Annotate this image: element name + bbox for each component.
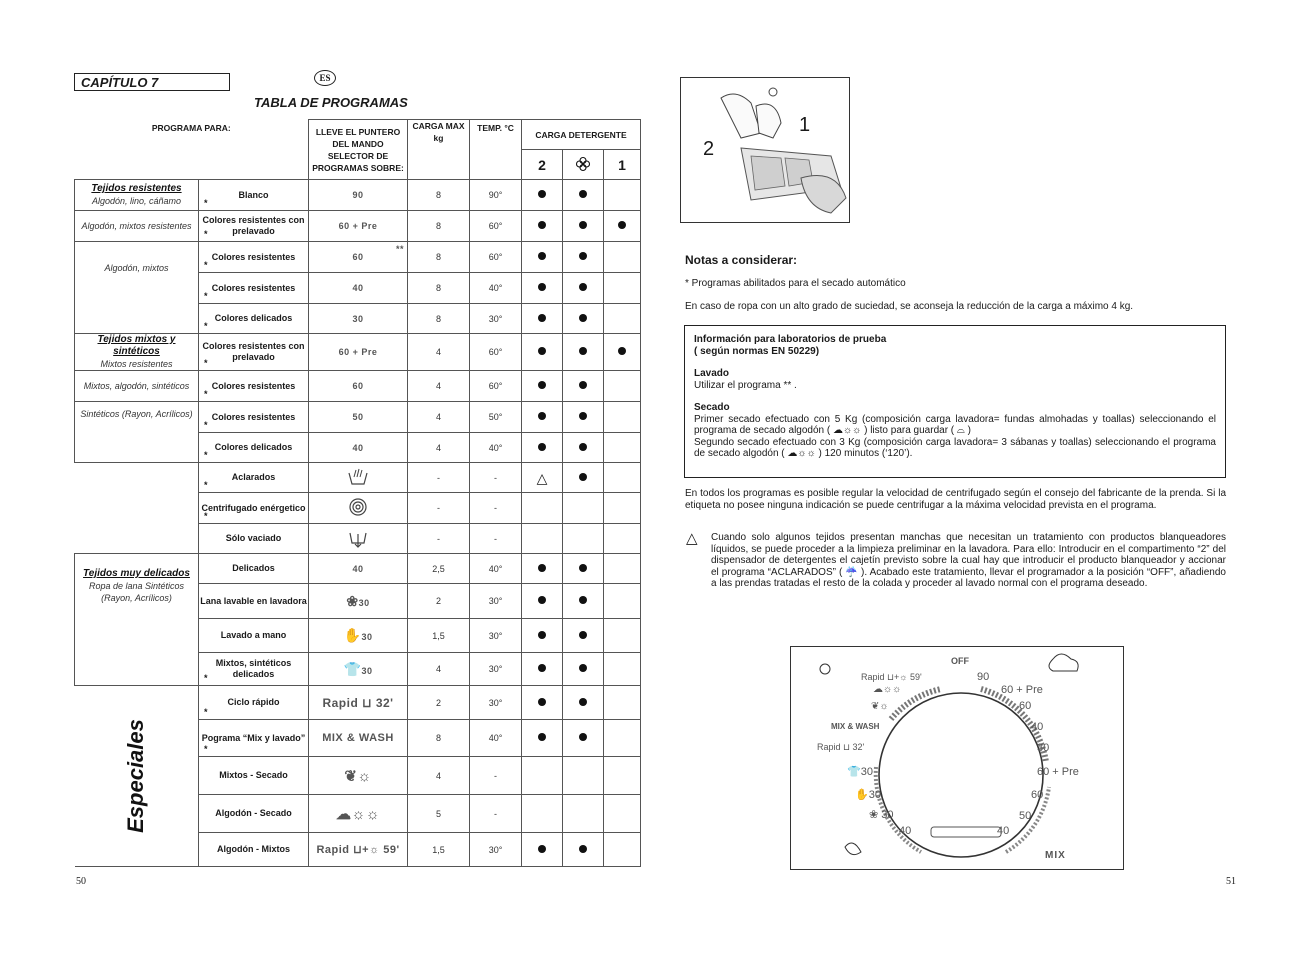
dial-label: 60 [1019, 700, 1032, 712]
detergent-flower [563, 619, 604, 653]
page-number-left: 50 [76, 876, 86, 887]
rinse-icon [309, 463, 408, 493]
load-value: 4 [408, 402, 470, 433]
detergent-1 [604, 273, 641, 304]
temp-value: 30° [470, 619, 522, 653]
selector-value: 60 + Pre [309, 334, 408, 371]
temp-value: 40° [470, 273, 522, 304]
program-name: Delicados [199, 554, 309, 584]
secado-text-2: Segundo secado efectuado con 3 Kg (composición carga lavadora= 3 sábanas y toallas) seleccionando el programa de secado algodón ( ☁☼☼ ) 120 minutos (‘120’). [694, 436, 1216, 459]
temp-value: 40° [470, 720, 522, 757]
wool-icon: ❀ [346, 592, 359, 609]
program-name: Colores resistentes con prelavado * [199, 334, 309, 371]
selector-value: 40 [309, 433, 408, 463]
detergent-1 [604, 371, 641, 402]
dial-label: ☁☼☼ [873, 684, 902, 695]
load-value: 1,5 [408, 833, 470, 867]
load-value: 2 [408, 686, 470, 720]
detergent-flower [563, 334, 604, 371]
detergent-2 [522, 757, 563, 795]
detergent-1 [604, 584, 641, 619]
category-sub: Ropa de lana Sintéticos (Rayon, Acrílicos) [88, 581, 185, 603]
detergent-2 [522, 686, 563, 720]
program-name: Mixtos - Secado [199, 757, 309, 795]
program-name: Pograma “Mix y lavado” * [199, 720, 309, 757]
detergent-2 [522, 402, 563, 433]
category-sub: Algodón, lino, cáñamo [91, 196, 182, 206]
detergent-1 [604, 686, 641, 720]
detergent-flower [563, 273, 604, 304]
shirt-icon: 👕 [343, 660, 362, 677]
header-detergent: CARGA DETERGENTE [522, 120, 641, 150]
dial-label: 60 + Pre [1037, 766, 1079, 778]
detergent-1 [604, 524, 641, 554]
table-row [75, 554, 641, 584]
selector-value: 👕30 [309, 653, 408, 686]
program-name: Ciclo rápido * [199, 686, 309, 720]
load-value: 8 [408, 242, 470, 273]
program-name: Colores resistentes * [199, 242, 309, 273]
category-cell [75, 180, 199, 211]
temp-value: - [470, 757, 522, 795]
selector-value: Rapid ⊔ 32' [309, 686, 408, 720]
notes-title: Notas a considerar: [685, 253, 798, 267]
detergent-flower [563, 463, 604, 493]
detergent-flower [563, 720, 604, 757]
warning-triangle-icon: △ [686, 530, 698, 547]
temp-value: 50° [470, 402, 522, 433]
detergent-2 [522, 433, 563, 463]
detergent-2 [522, 795, 563, 833]
load-value: 8 [408, 211, 470, 242]
program-name: Algodón - Mixtos [199, 833, 309, 867]
detergent-2 [522, 720, 563, 757]
detergent-2 [522, 211, 563, 242]
dial-off-label: OFF [951, 656, 969, 666]
secado-text-1: Primer secado efectuado con 5 Kg (composición carga lavadora= fundas almohadas y toallas) seleccionando el programa de secado algodón ( ☁☼☼ ) listo para guardar ( ⌓ ) [694, 413, 1216, 436]
dial-label: 40 [899, 825, 912, 837]
temp-value: 30° [470, 584, 522, 619]
note-load: En caso de ropa con un alto grado de suciedad, se aconseja la reducción de la carga a máximo 4 kg. [685, 301, 1134, 312]
detergent-1 [604, 493, 641, 524]
selector-value: 30 [309, 304, 408, 334]
table-row [75, 211, 641, 242]
program-name: Colores resistentes * [199, 371, 309, 402]
table-row [75, 242, 641, 273]
detergent-1 [604, 554, 641, 584]
dial-label: Rapid ⊔+☼ 59' [861, 672, 922, 682]
selector-value: ✋30 [309, 619, 408, 653]
detergent-flower [563, 833, 604, 867]
dial-label: 60 + Pre [1001, 684, 1043, 696]
detergent-1 [604, 757, 641, 795]
detergent-flower [563, 371, 604, 402]
temp-value: - [470, 463, 522, 493]
detergent-2 [522, 524, 563, 554]
temp-value: 40° [470, 554, 522, 584]
table-row [75, 371, 641, 402]
selector-value: Rapid ⊔+☼ 59' [309, 833, 408, 867]
detergent-flower [563, 493, 604, 524]
warning-text: Cuando solo algunos tejidos presentan manchas que necesitan un tratamiento con productos blanqueadores líquidos, se puede proceder a la limpieza preliminar en la lavadora. Para ello: Introducir en el compartimento “2” del dispensador de detergentes el cajetín previsto sobre la cual hay que introducir el producto blanqueador y accionar el programa “ACLARADOS” ( ☔ ). Acabado este tratamiento, llevar el programador a la posición “OFF”, añadiendo a las prendas tratadas el resto de la colada y proceder al lavado normal con el programa deseado. [711, 532, 1226, 589]
program-name: Colores resistentes * [199, 402, 309, 433]
program-name: Colores resistentes * [199, 273, 309, 304]
detergent-dispenser-illustration [680, 77, 850, 223]
category-sub: Mixtos resistentes [100, 359, 173, 369]
detergent-2 [522, 371, 563, 402]
detergent-2 [522, 273, 563, 304]
category-cell [75, 463, 199, 554]
load-value: 2,5 [408, 554, 470, 584]
dial-label: ❦☼ [871, 701, 889, 712]
load-value: 1,5 [408, 619, 470, 653]
load-value: 8 [408, 273, 470, 304]
header-temp: TEMP. °C [470, 120, 522, 180]
header-selector: LLEVE EL PUNTERO DEL MANDO SELECTOR DE PROGRAMAS SOBRE: [309, 120, 408, 180]
info-standard: ( según normas EN 50229) [694, 345, 820, 357]
detergent-2 [522, 833, 563, 867]
detergent-flower [563, 757, 604, 795]
table-row [75, 334, 641, 371]
detergent-2 [522, 619, 563, 653]
detergent-1 [604, 653, 641, 686]
selector-value: 40 [309, 554, 408, 584]
selector-value: ❀30 [309, 584, 408, 619]
detergent-2 [522, 304, 563, 334]
selector-value: 60 + Pre [309, 211, 408, 242]
detergent-2 [522, 554, 563, 584]
category-title: Tejidos mixtos y sintéticos [97, 334, 176, 357]
detergent-flower [563, 795, 604, 833]
load-value: 8 [408, 304, 470, 334]
temp-value: 60° [470, 242, 522, 273]
detergent-2 [522, 463, 563, 493]
dial-mix-label: MIX [1045, 850, 1066, 861]
load-value: 2 [408, 584, 470, 619]
dispenser-label-1: 1 [799, 114, 811, 136]
detergent-2 [522, 653, 563, 686]
detergent-1 [604, 334, 641, 371]
detergent-flower [563, 524, 604, 554]
secado-heading: Secado [694, 402, 730, 413]
table-row [75, 180, 641, 211]
temp-value: 30° [470, 686, 522, 720]
detergent-1 [604, 795, 641, 833]
leaf-sun-icon: ❦☼ [309, 757, 408, 795]
warning-triangle-icon: △ [536, 469, 548, 486]
info-title: Información para laboratorios de prueba [694, 334, 887, 345]
program-name: Colores delicados * [199, 304, 309, 334]
dial-label: ✋30 [855, 789, 881, 801]
category-especiales: Especiales [123, 719, 149, 833]
detergent-flower [563, 211, 604, 242]
detergent-1 [604, 833, 641, 867]
load-value: 5 [408, 795, 470, 833]
detergent-1 [604, 402, 641, 433]
temp-value: - [470, 795, 522, 833]
program-name: Lana lavable en lavadora [199, 584, 309, 619]
table-row [75, 402, 641, 433]
flower-icon [563, 150, 604, 180]
load-value: - [408, 524, 470, 554]
selector-value: 60 [309, 371, 408, 402]
header-load: CARGA MAX kg [408, 120, 470, 180]
detergent-1 [604, 619, 641, 653]
spin-note: En todos los programas es posible regular la velocidad de centrifugado según el consejo del fabricante de la prenda. Si la etiqueta no posee ninguna indicación se puede centrifugar a la máxima velocidad prevista en el programa. [685, 488, 1226, 511]
selector-value: 90 [309, 180, 408, 211]
temp-value: - [470, 524, 522, 554]
detergent-2 [522, 334, 563, 371]
header-compartment-1: 1 [604, 150, 641, 180]
dial-label: 40 [997, 825, 1010, 837]
detergent-2 [522, 180, 563, 211]
header-compartment-2: 2 [522, 150, 563, 180]
temp-value: 90° [470, 180, 522, 211]
category-cell [75, 686, 199, 867]
category-cell [75, 554, 199, 686]
temp-value: 30° [470, 653, 522, 686]
program-name: Mixtos, sintéticos delicados * [199, 653, 309, 686]
temp-value: - [470, 493, 522, 524]
program-table [74, 119, 641, 867]
drain-icon [309, 524, 408, 554]
selector-value: 40 [309, 273, 408, 304]
detergent-1 [604, 304, 641, 334]
temp-value: 60° [470, 211, 522, 242]
load-value: 4 [408, 334, 470, 371]
load-value: 8 [408, 180, 470, 211]
category-cell [75, 334, 199, 371]
detergent-2 [522, 242, 563, 273]
detergent-1 [604, 463, 641, 493]
cloud-sun-icon: ☁☼☼ [309, 795, 408, 833]
dial-label: 60 [1031, 789, 1044, 801]
temp-value: 30° [470, 304, 522, 334]
detergent-flower [563, 686, 604, 720]
dial-label: 50 [1019, 810, 1032, 822]
lavado-heading: Lavado [694, 368, 730, 379]
dial-label: MIX & WASH [831, 722, 880, 731]
program-name: Colores resistentes con prelavado * [199, 211, 309, 242]
header-program-for: PROGRAMA PARA: [75, 120, 309, 180]
detergent-flower [563, 402, 604, 433]
detergent-flower [563, 554, 604, 584]
temp-value: 60° [470, 334, 522, 371]
lab-info-box [684, 325, 1226, 478]
dial-label: 90 [977, 671, 990, 683]
lavado-text: Utilizar el programa ** . [694, 379, 797, 391]
dial-label: Rapid ⊔ 32' [817, 742, 865, 752]
detergent-1 [604, 242, 641, 273]
selector-value: 50 [309, 402, 408, 433]
category-title: Tejidos resistentes [91, 183, 182, 194]
load-value: - [408, 493, 470, 524]
load-value: - [408, 463, 470, 493]
table-title: TABLA DE PROGRAMAS [254, 95, 408, 110]
program-name: Sólo vaciado [199, 524, 309, 554]
detergent-flower [563, 180, 604, 211]
chapter-label: CAPÍTULO 7 [74, 73, 230, 91]
dial-label: ❀ 30 [869, 809, 894, 821]
program-name: Lavado a mano [199, 619, 309, 653]
load-value: 8 [408, 720, 470, 757]
detergent-2 [522, 584, 563, 619]
program-name: Aclarados * [199, 463, 309, 493]
category-title: Tejidos muy delicados [83, 568, 190, 579]
dispenser-label-2: 2 [703, 138, 715, 160]
detergent-1 [604, 433, 641, 463]
dial-label: 40 [1031, 721, 1044, 733]
program-name: Blanco * [199, 180, 309, 211]
program-name: Algodón - Secado [199, 795, 309, 833]
category-cell: Algodón, mixtos [75, 242, 199, 334]
category-cell: Algodón, mixtos resistentes [75, 211, 199, 242]
table-row [75, 463, 641, 493]
selector-value: 60 ** [309, 242, 408, 273]
note-star: * Programas abilitados para el secado automático [685, 278, 906, 289]
spin-icon [309, 493, 408, 524]
load-value: 4 [408, 433, 470, 463]
detergent-flower [563, 433, 604, 463]
detergent-1 [604, 720, 641, 757]
detergent-2 [522, 493, 563, 524]
detergent-1 [604, 211, 641, 242]
category-cell: Sintéticos (Rayon, Acrílicos) [75, 402, 199, 463]
temp-value: 40° [470, 433, 522, 463]
program-dial-illustration [790, 646, 1124, 870]
program-name: Colores delicados * [199, 433, 309, 463]
table-row [75, 686, 641, 720]
detergent-flower [563, 653, 604, 686]
page-number-right: 51 [1226, 876, 1236, 887]
category-cell: Mixtos, algodón, sintéticos [75, 371, 199, 402]
detergent-flower [563, 242, 604, 273]
handwash-icon: ✋ [343, 627, 362, 643]
detergent-1 [604, 180, 641, 211]
load-value: 4 [408, 371, 470, 402]
detergent-flower [563, 584, 604, 619]
temp-value: 60° [470, 371, 522, 402]
dial-label: 👕30 [847, 766, 873, 778]
language-badge: ES [314, 70, 336, 86]
detergent-flower [563, 304, 604, 334]
load-value: 4 [408, 653, 470, 686]
load-value: 4 [408, 757, 470, 795]
dial-label: 30 [1037, 742, 1050, 754]
program-name: Centrifugado enérgetico * [199, 493, 309, 524]
selector-value: MIX & WASH [309, 720, 408, 757]
temp-value: 30° [470, 833, 522, 867]
